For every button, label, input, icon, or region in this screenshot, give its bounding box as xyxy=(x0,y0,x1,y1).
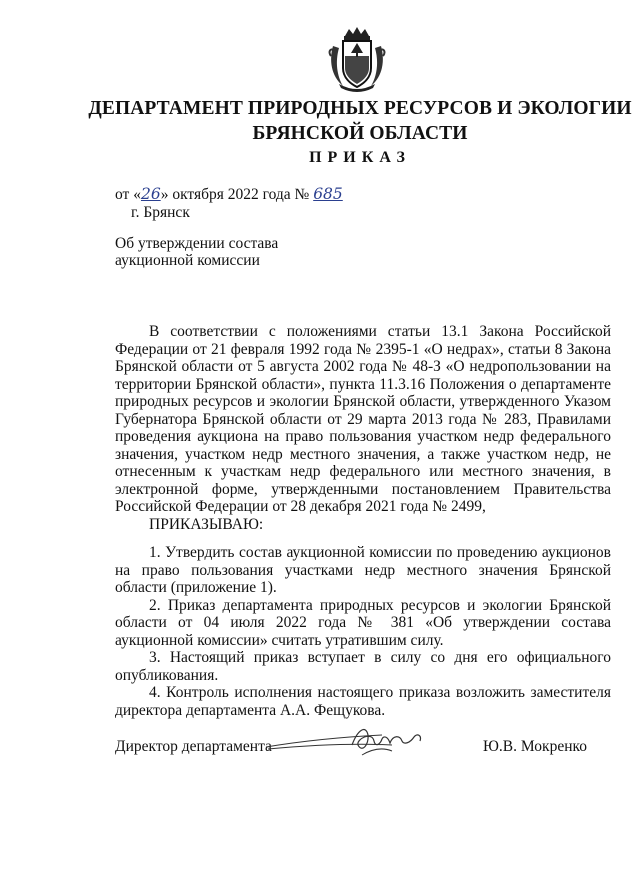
order-preamble xyxy=(115,323,611,533)
city-label: г. Брянск xyxy=(131,204,190,221)
date-prefix: от « xyxy=(115,186,141,203)
document-type-title: ПРИКАЗ xyxy=(309,149,411,166)
order-date-line xyxy=(115,186,343,204)
subject-line2: аукционной комиссии xyxy=(115,252,260,269)
signatory-position: Директор департамента xyxy=(115,738,272,755)
signatory-name: Ю.В. Мокренко xyxy=(483,738,587,755)
handwritten-signature xyxy=(262,715,452,765)
date-middle: » октября 2022 года № xyxy=(160,186,310,203)
order-item-1: 1. Утвердить состав аукционной комиссии по проведению аукционов на право пользования участками недр местного значения Брянской области (приложение 1). xyxy=(115,544,611,596)
handwritten-order-number: 685 xyxy=(313,185,343,203)
preamble-paragraph: В соответствии с положениями статьи 13.1 Закона Российской Федерации от 21 февраля 1992 года № 2395-1 «О недрах», статьи 8 Закона Брянской области от 5 августа 2002 года № 48-З «О недропользовании на территории Брянской области», пункта 11.3.16 Положения о департаменте природных ресурсов и экологии Брянской области, утвержденного Указом Губернатора Брянской области от 29 марта 2013 года № 283, Правилами проведения аукциона на право пользования участком недр федерального значения, участком недр местного значения, а также участком недр, не отнесенным к участкам недр федерального или местного значения, в электронной форме, утвержденными постановлением Правительства Российской Федерации от 28 декабря 2021 года № 2499, xyxy=(115,323,611,515)
coat-of-arms-emblem xyxy=(327,26,387,92)
order-item-3: 3. Настоящий приказ вступает в силу со дня его официального опубликования. xyxy=(115,649,611,684)
order-word: ПРИКАЗЫВАЮ: xyxy=(149,515,264,533)
department-title-line2: БРЯНСКОЙ ОБЛАСТИ xyxy=(252,123,468,144)
subject-line1: Об утверждении состава xyxy=(115,235,279,252)
handwritten-day: 26 xyxy=(140,185,161,203)
order-items xyxy=(115,544,611,719)
order-item-2: 2. Приказ департамента природных ресурсов и экологии Брянской области от 04 июля 2022 года № 381 «Об утверждении состава аукционной комиссии» считать утратившим силу. xyxy=(115,596,611,649)
order-item-4: 4. Контроль исполнения настоящего приказа возложить заместителя директора департамента А.А. Фещукова. xyxy=(115,684,611,719)
department-title-line1: ДЕПАРТАМЕНТ ПРИРОДНЫХ РЕСУРСОВ И ЭКОЛОГИИ xyxy=(88,98,632,119)
